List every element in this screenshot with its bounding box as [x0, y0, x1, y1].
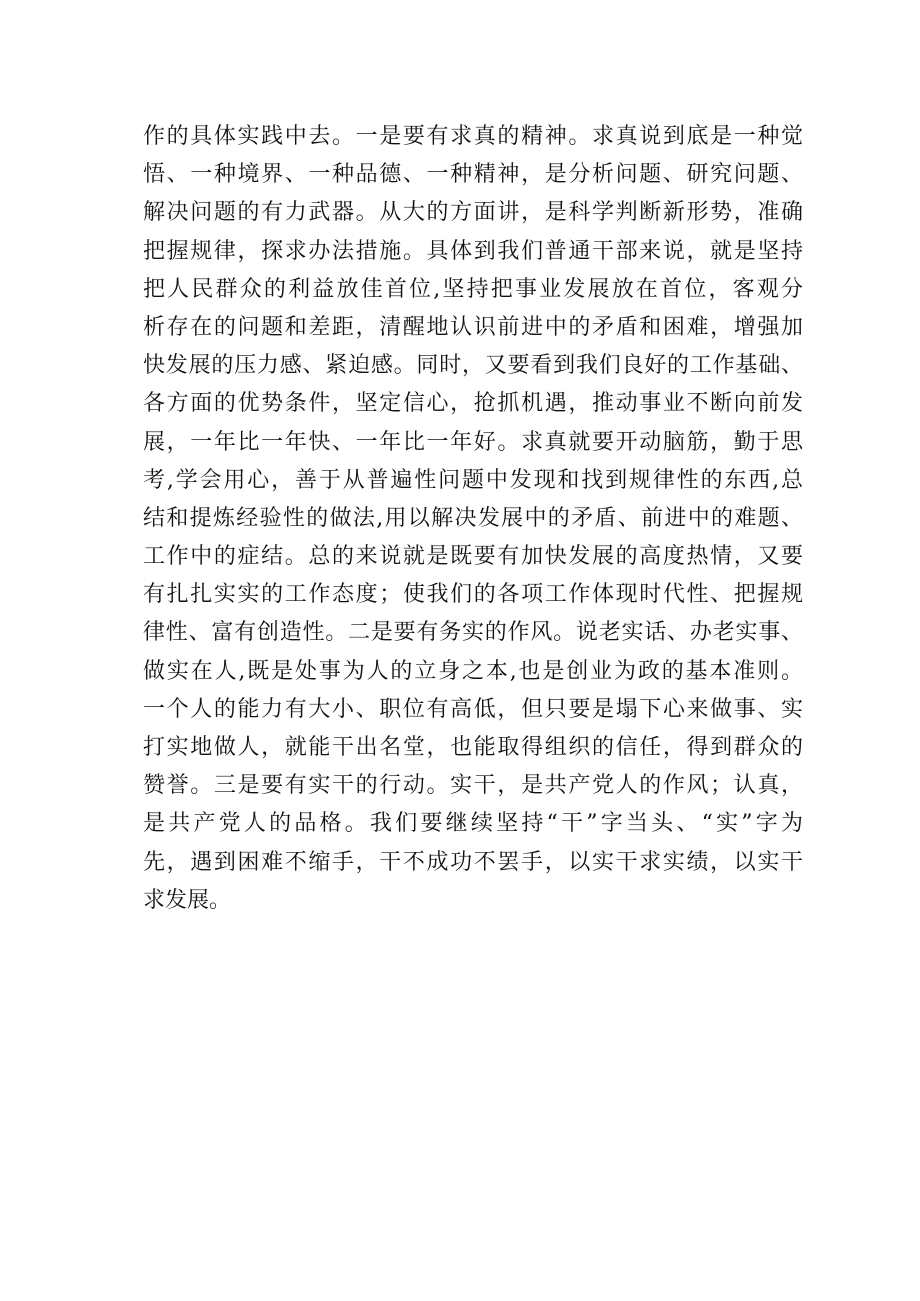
text-line: 求发展。 — [143, 887, 232, 913]
text-line: 有扎扎实实的工作态度；使我们的各项工作体现时代性、把握规 — [143, 582, 803, 608]
text-line: 工作中的症结。总的来说就是既要有加快发展的高度热情，又要 — [143, 544, 803, 570]
text-line: 是共产党人的品格。我们要继续坚持“干”字当头、“实”字为 — [143, 811, 803, 837]
text-line: 解决问题的有力武器。从大的方面讲，是科学判断新形势，准确 — [143, 200, 803, 226]
text-line: 一个人的能力有大小、职位有高低，但只要是塌下心来做事、实 — [143, 696, 803, 722]
text-line: 把人民群众的利益放佳首位,坚持把事业发展放在首位，客观分 — [143, 276, 803, 302]
text-line: 律性、富有创造性。二是要有务实的作风。说老实话、办老实事、 — [143, 620, 803, 646]
text-line: 悟、一种境界、一种品德、一种精神，是分析问题、研究问题、 — [143, 162, 803, 188]
text-line: 快发展的压力感、紧迫感。同时，又要看到我们良好的工作基础、 — [143, 353, 803, 379]
text-line: 先，遇到困难不缩手，干不成功不罢手，以实干求实绩，以实干 — [143, 849, 803, 875]
text-line: 展，一年比一年快、一年比一年好。求真就要开动脑筋，勤于思 — [143, 429, 803, 455]
text-line: 考,学会用心，善于从普遍性问题中发现和找到规律性的东西,总 — [143, 467, 803, 493]
text-line: 各方面的优势条件，坚定信心，抢抓机遇，推动事业不断向前发 — [143, 391, 803, 417]
text-line: 把握规律，探求办法措施。具体到我们普通干部来说，就是坚持 — [143, 238, 803, 264]
body-paragraph — [143, 118, 803, 920]
text-line: 赞誉。三是要有实干的行动。实干，是共产党人的作风；认真， — [143, 773, 803, 799]
text-line: 做实在人,既是处事为人的立身之本,也是创业为政的基本准则。 — [143, 658, 803, 684]
text-line: 析存在的问题和差距，清醒地认识前进中的矛盾和困难，增强加 — [143, 314, 803, 340]
text-line: 结和提炼经验性的做法,用以解决发展中的矛盾、前进中的难题、 — [143, 505, 803, 531]
text-line: 作的具体实践中去。一是要有求真的精神。求真说到底是一种觉 — [143, 124, 803, 149]
text-line: 打实地做人，就能干出名堂，也能取得组织的信任，得到群众的 — [143, 735, 803, 760]
